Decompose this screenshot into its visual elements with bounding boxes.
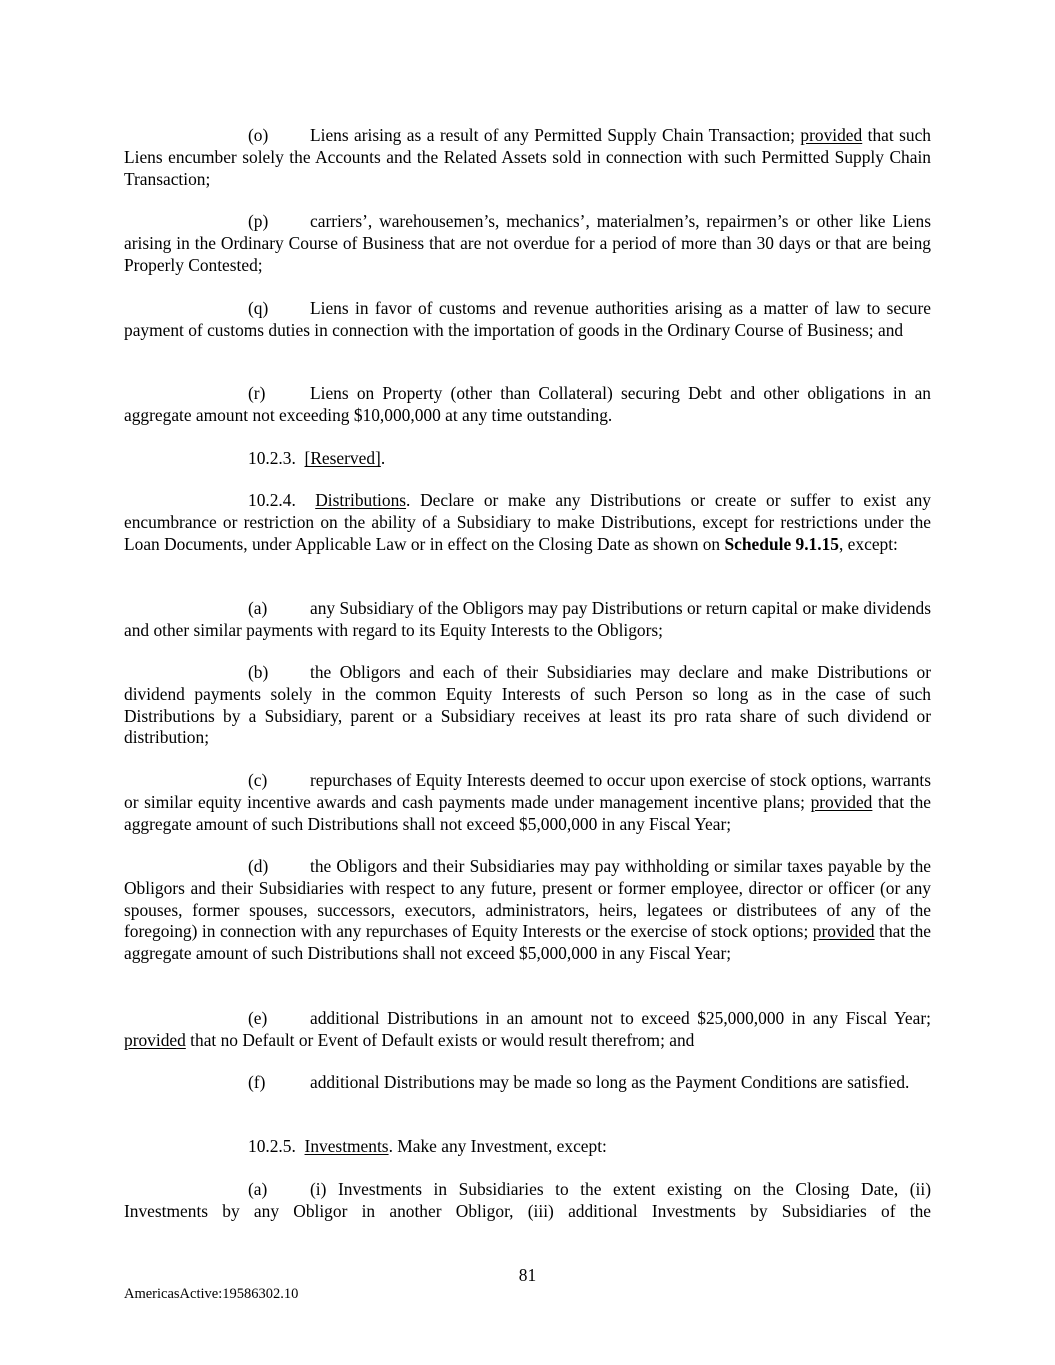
section-10-2-3: 10.2.3. [Reserved].	[248, 448, 386, 468]
provided-term: provided	[124, 1029, 186, 1050]
clause-r: (r) Liens on Property (other than Collateral) securing Debt and other obligations in an aggregate amount not exceeding $10,000,000 at any time outstanding.	[124, 383, 931, 425]
distribution-item-e: (e) additional Distributions in an amount not to exceed $25,000,000 in any Fiscal Year; provided that no Default or Event of Default exists or would result therefrom; and	[124, 1008, 931, 1050]
schedule-reference: Schedule 9.1.15	[724, 533, 839, 554]
clause-q: (q) Liens in favor of customs and revenue authorities arising as a matter of law to secure payment of customs duties in connection with the importation of goods in the Ordinary Course of Business; and	[124, 298, 931, 340]
provided-term: provided	[800, 125, 863, 145]
distribution-item-c: (c) repurchases of Equity Interests deemed to occur upon exercise of stock options, warrants or similar equity incentive awards and cash payments made under management incentive plans; provided that the aggregate amount of such Distributions shall not exceed $5,000,000 in any Fiscal Year;	[124, 770, 931, 834]
clause-p: (p) carriers’, warehousemen’s, mechanics’, materialmen’s, repairmen’s or other like Liens arising in the Ordinary Course of Business that are not overdue for a period of more than 30 days or that are being Properly Contested;	[124, 211, 931, 275]
investment-item-a: (a) (i) Investments in Subsidiaries to the extent existing on the Closing Date, (ii) Investments by any Obligor in another Obligor, (iii) additional Investments by Subsidiaries of the	[124, 1179, 931, 1221]
provided-term: provided	[812, 921, 875, 942]
section-title-investments: Investments	[304, 1136, 389, 1156]
clause-o: (o) Liens arising as a result of any Permitted Supply Chain Transaction; provided that such Liens encumber solely the Accounts and the Related Assets sold in connection with such Permitted Supply Chain Transaction;	[124, 125, 931, 189]
distribution-item-d: (d) the Obligors and their Subsidiaries may pay withholding or similar taxes payable by the Obligors and their Subsidiaries with respect to any future, present or former employee, director or officer (or any spouses, former spouses, successors, executors, administrators, heirs, legatees or distributees of any of the foregoing) in connection with any repurchases of Equity Interests or the exercise of stock options; provided that the aggregate amount of such Distributions shall not exceed $5,000,000 in any Fiscal Year;	[124, 856, 931, 964]
section-10-2-4: 10.2.4. Distributions. Declare or make any Distributions or create or suffer to exist any encumbrance or restriction on the ability of a Subsidiary to make Distributions, except for restrictions under the Loan Documents, under Applicable Law or in effect on the Closing Date as shown on Schedule 9.1.15, except:	[124, 490, 931, 554]
section-10-2-5: 10.2.5. Investments. Make any Investment, except:	[248, 1136, 607, 1156]
distribution-item-b: (b) the Obligors and each of their Subsidiaries may declare and make Distributions or dividend payments solely in the common Equity Interests of such Person so long as in the case of such Distributions by a Subsidiary, parent or a Subsidiary receives at least its pro rata share of such dividend or distribution;	[124, 662, 931, 748]
section-title-reserved: [Reserved]	[304, 448, 381, 468]
section-title-distributions: Distributions	[315, 490, 407, 510]
provided-term: provided	[810, 791, 873, 812]
distribution-item-f: (f) additional Distributions may be made so long as the Payment Conditions are satisfied.	[248, 1072, 910, 1092]
distribution-item-a: (a) any Subsidiary of the Obligors may pay Distributions or return capital or make dividends and other similar payments with regard to its Equity Interests to the Obligors;	[124, 598, 931, 640]
page-number: 81	[518, 1265, 537, 1285]
document-id-footer: AmericasActive:19586302.10	[124, 1286, 299, 1302]
